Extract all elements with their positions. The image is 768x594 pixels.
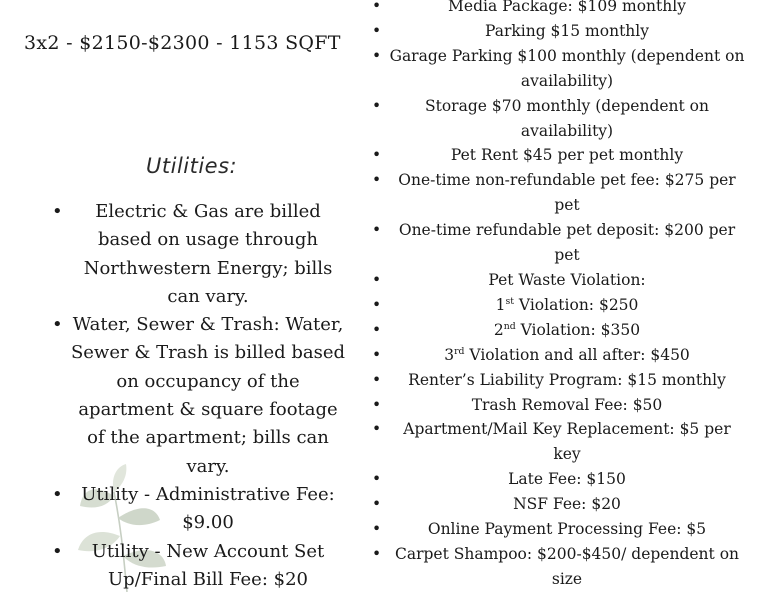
list-item-text: Utility - Administrative Fee: $9.00 [81, 483, 335, 534]
list-item-text: Late Fee: $150 [508, 470, 626, 489]
list-item-text: Water, Sewer & Trash: Water, Sewer & Trash is billed based on occupancy of the apartment & square footage of the apartment; bills can vary. [70, 314, 346, 477]
list-item-text: Garage Parking $100 monthly (dependent on availability) [389, 46, 745, 90]
list-item-text: Parking $15 monthly [484, 21, 649, 40]
list-item-text: Pet Rent $45 per pet monthly [450, 146, 684, 165]
ordinal-suffix: rd [454, 345, 465, 357]
utility-item [48, 198, 348, 311]
bullet-icon: • [372, 0, 382, 15]
list-item-text: Carpet Shampoo: $200-$450/ dependent on size [394, 544, 740, 588]
ordinal-text: Violation and all after: $450 [464, 345, 690, 364]
ordinal-number: 1 [495, 295, 506, 314]
bullet-icon: • [372, 21, 382, 40]
bullet-icon: • [372, 470, 382, 489]
list-item-text [444, 346, 690, 364]
utilities-list [48, 198, 348, 594]
fee-item [370, 268, 746, 293]
list-item-text: One-time non-refundable pet fee: $275 per pet [398, 171, 736, 215]
ordinal-text: Violation: $350 [515, 320, 641, 339]
bullet-icon: • [52, 201, 63, 222]
bullet-icon: • [372, 46, 382, 65]
fee-item [370, 368, 746, 393]
bullet-icon: • [372, 146, 382, 165]
bullet-icon: • [372, 395, 382, 414]
bullet-icon: • [372, 345, 382, 364]
bullet-icon: • [52, 540, 63, 562]
ordinal-suffix: nd [503, 320, 516, 332]
list-item-text: Pet Waste Violation: [488, 270, 646, 289]
fee-item [370, 467, 746, 492]
list-item-text: Online Payment Processing Fee: $5 [427, 520, 707, 539]
list-item-text: Trash Removal Fee: $50 [471, 395, 663, 414]
bullet-icon: • [372, 270, 382, 289]
fee-item [370, 94, 746, 144]
list-item-text: Electric & Gas are billed based on usage through Northwestern Energy; bills can vary. [83, 201, 333, 307]
fee-item [370, 168, 746, 218]
fee-item [370, 218, 746, 268]
list-item-text: Storage $70 monthly (dependent on availability) [425, 96, 709, 140]
fee-item [370, 143, 746, 168]
fee-item [370, 393, 746, 418]
fee-item [370, 318, 746, 343]
bullet-icon: • [372, 221, 382, 240]
fee-item [370, 417, 746, 467]
bullet-icon: • [372, 520, 382, 539]
list-item-text: Media Package: $109 monthly [448, 0, 686, 15]
fee-item [370, 293, 746, 318]
list-item-text: Utility - New Account Set Up/Final Bill Fee: $20 [91, 540, 325, 590]
bullet-icon: • [372, 420, 382, 439]
list-item-text [494, 321, 640, 339]
bullet-icon: • [372, 370, 382, 389]
ordinal-text: Violation: $250 [513, 295, 639, 314]
utility-item [48, 481, 348, 538]
fee-item [370, 492, 746, 517]
list-item-text [496, 296, 639, 314]
bullet-icon: • [372, 295, 382, 314]
fee-item [370, 343, 746, 368]
ordinal-number: 3 [444, 345, 455, 364]
ordinal-suffix: st [505, 295, 514, 307]
fee-item [370, 0, 746, 19]
bullet-icon: • [372, 544, 382, 563]
fee-item [370, 517, 746, 542]
bullet-icon: • [52, 483, 63, 505]
unit-pricing-line: 3x2 - $2150-$2300 - 1153 SQFT [24, 32, 341, 54]
fee-item [370, 19, 746, 44]
bullet-icon: • [372, 171, 382, 190]
list-item-text: Apartment/Mail Key Replacement: $5 per key [403, 420, 731, 464]
fees-list [370, 0, 746, 592]
bullet-icon: • [372, 320, 382, 339]
bullet-icon: • [372, 495, 382, 514]
bullet-icon: • [52, 314, 63, 336]
bullet-icon: • [372, 96, 382, 115]
list-item-text: One-time refundable pet deposit: $200 per pet [398, 221, 736, 265]
list-item-text: Renter’s Liability Program: $15 monthly [408, 370, 726, 389]
list-item-text: NSF Fee: $20 [513, 495, 621, 514]
fee-item [370, 542, 746, 592]
fee-item [370, 44, 746, 94]
utilities-heading: Utilities: [146, 154, 238, 178]
ordinal-number: 2 [493, 320, 504, 339]
utility-item [48, 311, 348, 481]
utility-item [48, 538, 348, 594]
